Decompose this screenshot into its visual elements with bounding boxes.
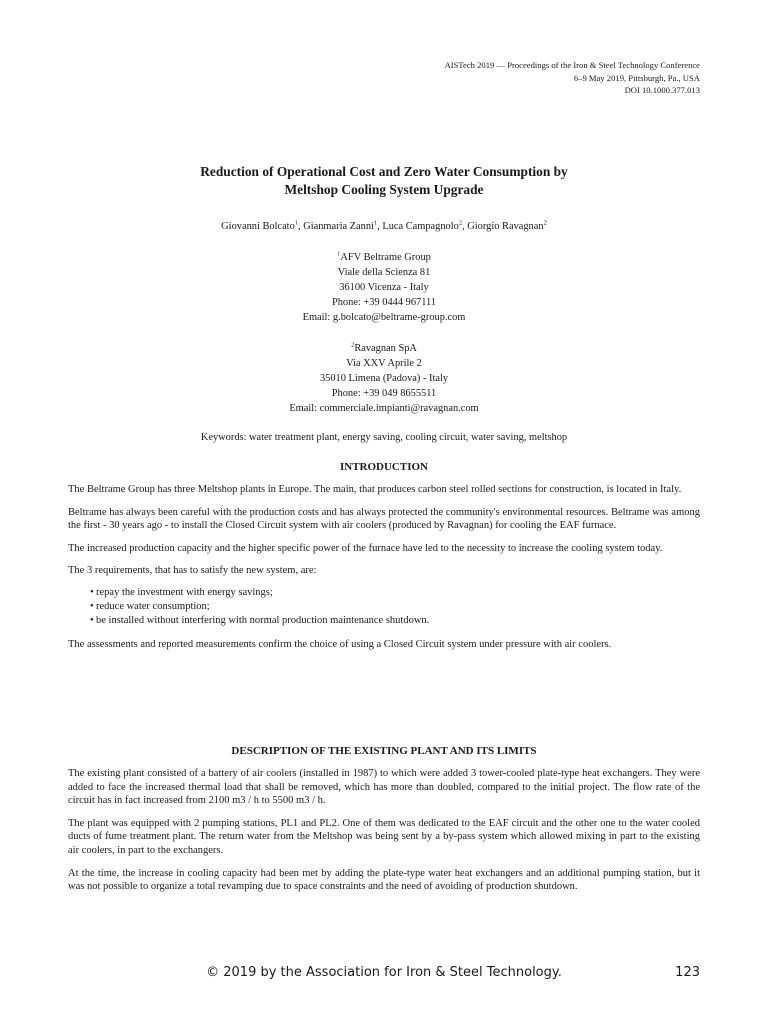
- bullet-icon: •: [90, 614, 94, 626]
- paragraph: The assessments and reported measurements confirm the choice of using a Closed Circuit system under pressure with air coolers.: [68, 638, 612, 650]
- page-number: 123: [675, 965, 700, 980]
- section-heading-introduction: INTRODUCTION: [339, 461, 428, 473]
- affiliation-phone: Phone: +39 049 8655511: [331, 388, 437, 399]
- author-affiliation-mark: 2: [458, 219, 463, 227]
- author-list: Giovanni Bolcato$^1$, Gianmaria Zanni$^1$, Luca Campagnolo$^2$, Giorgio Ravagnan$^2$: [221, 219, 547, 232]
- affiliation-street: Via XXV Aprile 2: [346, 358, 422, 369]
- description-body: [68, 767, 700, 903]
- affiliation-number: 1: [337, 250, 341, 258]
- header-conference: AISTech 2019 — Proceedings of the Iron & Steel Technology Conference: [444, 60, 700, 70]
- list-item: [68, 614, 700, 628]
- affiliation-2: [0, 341, 768, 416]
- affiliation-phone: Phone: +39 0444 967111: [331, 297, 437, 308]
- affiliation-email: Email: g.bolcato@beltrame-group.com: [302, 312, 466, 323]
- author: Giorgio Ravagnan: [467, 221, 544, 232]
- header-date-location: 6–9 May 2019, Pittsburgh, Pa., USA: [573, 72, 700, 83]
- list-item-text: reduce water consumption;: [96, 600, 210, 612]
- affiliation-org: [0, 341, 768, 356]
- affiliation-org-name: Ravagnan SpA: [354, 343, 417, 354]
- paragraph: The increased production capacity and the higher specific power of the furnace have led to the necessity to increase the cooling system today.: [68, 542, 663, 554]
- affiliation-org-name: AFV Beltrame Group: [340, 252, 431, 263]
- affiliation-street: Viale della Scienza 81: [337, 267, 431, 278]
- copyright-footer: © 2019 by the Association for Iron & Steel Technology.: [206, 965, 562, 980]
- affiliation-city: 36100 Vicenza - Italy: [339, 282, 429, 293]
- keywords: Keywords: water treatment plant, energy saving, cooling circuit, water saving, meltshop: [200, 432, 568, 443]
- section-heading-description: DESCRIPTION OF THE EXISTING PLANT AND ITS LIMITS: [231, 745, 537, 757]
- title-line-2: Meltshop Cooling System Upgrade: [284, 182, 484, 197]
- affiliation-email: Email: commerciale.impianti@ravagnan.com: [289, 403, 479, 414]
- paper-title: [0, 163, 768, 199]
- author: Luca Campagnolo: [382, 221, 459, 232]
- paragraph: The existing plant consisted of a battery of air coolers (installed in 1987) to which were added 3 tower-cooled plate-type heat exchangers. They were added to face the increased thermal load that shall be removed, which has more than doubled, compared to the initial project. The flow rate of the circuit has in fact increased from 2100 m3 / h to 5500 m3 / h.: [68, 768, 700, 807]
- paragraph: The plant was equipped with 2 pumping stations, PL1 and PL2. One of them was dedicated to the EAF circuit and the other one to the water cooled ducts of fume treatment plant. The return water from the Meltshop was being sent by a by-pass system which allowed mixing in part to the existing air coolers, in part to the exchangers.: [68, 817, 700, 856]
- list-item: [68, 600, 700, 614]
- introduction-body: [68, 483, 700, 661]
- affiliation-org: [0, 250, 768, 265]
- running-header: [445, 59, 700, 97]
- paragraph: The Beltrame Group has three Meltshop plants in Europe. The main, that produces carbon steel rolled sections for construction, is located in Italy.: [68, 484, 682, 495]
- author: Giovanni Bolcato: [221, 221, 295, 232]
- author-affiliation-mark: 1: [294, 219, 299, 227]
- title-line-1: Reduction of Operational Cost and Zero Water Consumption by: [200, 164, 568, 179]
- bullet-icon: •: [90, 586, 94, 598]
- affiliation-1: [0, 250, 768, 325]
- paragraph: At the time, the increase in cooling capacity had been met by adding the plate-type water heat exchangers and an additional pumping station, but it was not possible to organize a total revamping due to space constraints and the need of avoiding of production shutdown.: [68, 867, 700, 893]
- paragraph: Beltrame has always been careful with the production costs and has always protected the community's environmental resources. Beltrame was among the first - 30 years ago - to install the Closed Circuit system with air coolers (produced by Ravagnan) for cooling the EAF furnace.: [68, 506, 700, 532]
- bullet-icon: •: [90, 600, 94, 612]
- header-doi: DOI 10.1000.377.013: [624, 85, 700, 95]
- paragraph: The 3 requirements, that has to satisfy the new system, are:: [68, 565, 317, 577]
- affiliation-number: 2: [351, 341, 355, 349]
- requirements-list: [68, 586, 700, 628]
- list-item-text: be installed without interfering with normal production maintenance shutdown.: [96, 614, 430, 626]
- author: Gianmaria Zanni: [303, 221, 374, 232]
- author-affiliation-mark: 1: [373, 219, 378, 227]
- list-item: [68, 586, 700, 600]
- author-affiliation-mark: 2: [543, 219, 547, 227]
- affiliation-city: 35010 Limena (Padova) - Italy: [319, 373, 449, 384]
- list-item-text: repay the investment with energy savings;: [96, 586, 273, 598]
